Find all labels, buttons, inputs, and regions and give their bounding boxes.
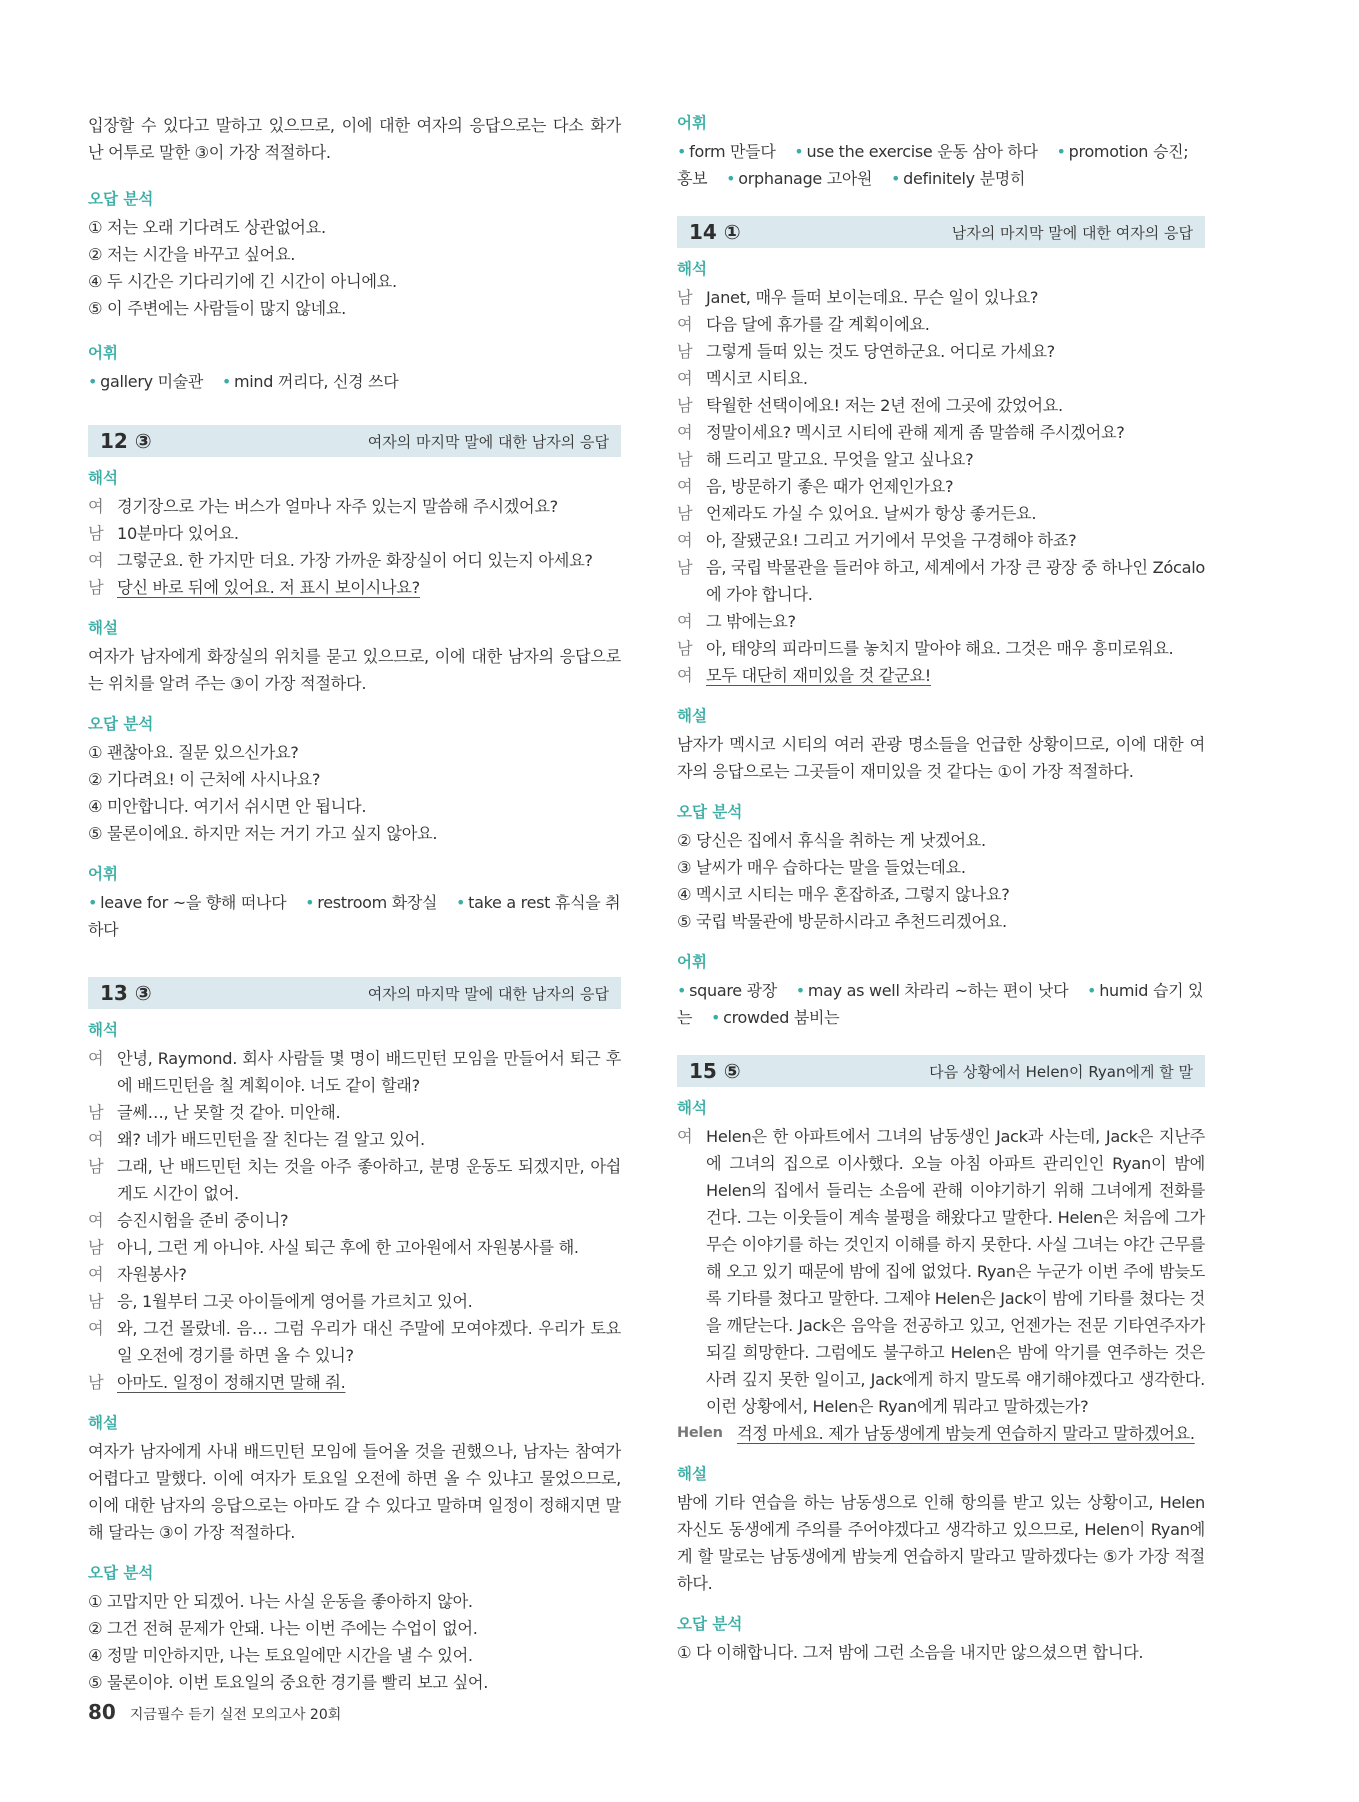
q13-dialogue [88, 1045, 621, 1396]
dialogue-line: 여 모두 대단히 재미있을 것 같군요! [677, 662, 1205, 689]
answer-line: 걱정 마세요. 제가 남동생에게 밤늦게 연습하지 말라고 말하겠어요. [737, 1424, 1195, 1443]
dialogue-line: 남 Janet, 매우 들떠 보이는데요. 무슨 일이 있나요? [677, 288, 1039, 307]
dialogue-line: 여 경기장으로 가는 버스가 얼마나 자주 있는지 말씀해 주시겠어요? [88, 497, 558, 516]
q13-wrong-option: ④ 정말 미안하지만, 나는 토요일에만 시간을 낼 수 있어. [88, 1646, 473, 1665]
dialogue-line: 여 다음 달에 휴가를 갈 계획이에요. [677, 315, 930, 334]
q12-vocab-heading: 어휘 [88, 865, 118, 883]
dialogue-line: 여 그렇군요. 한 가지만 더요. 가장 가까운 화장실이 어디 있는지 아세요? [88, 551, 593, 570]
q14-explanation: 남자가 멕시코 시티의 여러 관광 명소들을 언급한 상황이므로, 이에 대한 여자의 응답으로는 그곳들이 재미있을 것 같다는 ①이 가장 적절하다. [677, 735, 1205, 781]
dialogue-line: 남 음, 국립 박물관을 들러야 하고, 세계에서 가장 큰 광장 중 하나인 Zócalo에 가야 합니다. [677, 558, 1205, 604]
vocab-item: • orphanage 고아원 [726, 169, 873, 188]
q14-dialogue [677, 284, 1205, 689]
q15-task: 다음 상황에서 Helen이 Ryan에게 할 말 [929, 1062, 1193, 1081]
q13-task: 여자의 마지막 말에 대한 남자의 응답 [367, 984, 609, 1003]
q15-explanation: 밤에 기타 연습을 하는 남동생으로 인해 항의를 받고 있는 상황이고, Helen 자신도 동생에게 주의를 주어야겠다고 생각하고 있으므로, Helen이 Ryan에게 할 말로는 남동생에게 밤늦게 연습하지 말라고 말하겠다는 ⑤가 가장 적절하다. [677, 1493, 1205, 1593]
book-title: 지금필수 듣기 실전 모의고사 20회 [129, 1707, 342, 1723]
answer-line: 아마도. 일정이 정해지면 말해 줘. [117, 1373, 346, 1392]
q12-vocab-list [88, 889, 621, 943]
q12-wrong-option: ④ 미안합니다. 여기서 쉬시면 안 됩니다. [88, 797, 367, 816]
dialogue-line: 남 당신 바로 뒤에 있어요. 저 표시 보이시나요? [88, 574, 621, 601]
dialogue-line: 남 응, 1월부터 그곳 아이들에게 영어를 가르치고 있어. [88, 1292, 473, 1311]
q12-wrong-heading: 오답 분석 [88, 715, 154, 733]
dialogue-line: 여 승진시험을 준비 중이니? [88, 1211, 289, 1230]
dialogue-line: 여 그 밖에는요? [677, 612, 796, 631]
q11-wrong-option: ② 저는 시간을 바꾸고 싶어요. [88, 245, 296, 264]
q14-translation-heading: 해석 [677, 260, 707, 278]
q11-vocab-list [88, 368, 621, 395]
vocab-item: • take a rest 휴식을 취하다 [88, 893, 621, 939]
dialogue-line: 남 해 드리고 말고요. 무엇을 알고 싶나요? [677, 450, 974, 469]
right-column [677, 112, 1205, 1666]
dialogue-line: 남 언제라도 가실 수 있어요. 날씨가 항상 좋거든요. [677, 504, 1037, 523]
q13-number: 13 ③ [100, 981, 152, 1005]
q13-header-bar [88, 977, 621, 1009]
vocab-item: • gallery 미술관 [88, 372, 204, 391]
dialogue-line: 여 자원봉사? [88, 1265, 187, 1284]
answer-line: 당신 바로 뒤에 있어요. 저 표시 보이시나요? [117, 578, 420, 597]
q12-header-bar [88, 425, 621, 457]
narration: 여 Helen은 한 아파트에서 그녀의 남동생인 Jack과 사는데, Jack은 지난주에 그녀의 집으로 이사했다. 오늘 아침 아파트 관리인인 Ryan이 밤에 Helen의 집에서 들리는 소음에 관해 이야기하기 위해 그녀에게 전화를 건다. 그는 이웃들이 계속 불평을 해왔다고 말한다. Helen은 처음에 그가 무슨 이야기를 하는 것인지 이해를 하지 못한다. 사실 그녀는 야간 근무를 해 오고 있기 때문에 밤에 집에 없었다. Ryan은 누군가 이번 주에 밤늦도록 기타를 쳤다고 말한다. 그제야 Helen은 Jack이 밤에 기타를 쳤다는 것을 깨닫는다. Jack은 음악을 전공하고 있고, 언젠가는 전문 기타연주자가 되길 희망한다. 그럼에도 불구하고 Helen은 밤에 악기를 연주하는 것은 사려 깊지 못한 일이고, Jack에게 하지 말도록 얘기해야겠다고 생각한다. 이런 상황에서, Helen은 Ryan에게 뭐라고 말하겠는가? [677, 1127, 1205, 1416]
q13-wrong-option: ① 고맙지만 안 되겠어. 나는 사실 운동을 좋아하지 않아. [88, 1592, 473, 1611]
q15-dialogue [677, 1123, 1205, 1447]
dialogue-line: 여 와, 그건 몰랐네. 음… 그럼 우리가 대신 주말에 모여야겠다. 우리가 토요일 오전에 경기를 하면 올 수 있니? [88, 1319, 621, 1365]
q13-wrong-heading: 오답 분석 [88, 1564, 154, 1582]
q14-explanation-heading: 해설 [677, 707, 707, 725]
q14-wrong-option: ⑤ 국립 박물관에 방문하시라고 추천드리겠어요. [677, 912, 1007, 931]
dialogue-line: 남 아니, 그런 게 아니야. 사실 퇴근 후에 한 고아원에서 자원봉사를 해. [88, 1238, 579, 1257]
q12-explanation-heading: 해설 [88, 619, 118, 637]
q14-vocab-list [677, 977, 1205, 1031]
q12-task: 여자의 마지막 말에 대한 남자의 응답 [367, 432, 609, 451]
q12-dialogue [88, 493, 621, 601]
vocab-item: • may as well 차라리 ~하는 편이 낫다 [795, 981, 1069, 1000]
dialogue-line: 남 10분마다 있어요. [88, 524, 239, 543]
dialogue-line: 남 그렇게 들떠 있는 것도 당연하군요. 어디로 가세요? [677, 342, 1055, 361]
q14-task: 남자의 마지막 말에 대한 여자의 응답 [951, 223, 1193, 242]
q11-wrong-heading: 오답 분석 [88, 190, 154, 208]
dialogue-line: 여 음, 방문하기 좋은 때가 언제인가요? [677, 477, 954, 496]
q15-number: 15 ⑤ [689, 1059, 741, 1083]
q13-explanation-heading: 해설 [88, 1414, 118, 1432]
q14-wrong-option: ② 당신은 집에서 휴식을 취하는 게 낫겠어요. [677, 831, 986, 850]
vocab-item: • crowded 붐비는 [710, 1008, 840, 1027]
q14-wrong-option: ④ 멕시코 시티는 매우 혼잡하죠, 그렇지 않나요? [677, 885, 1010, 904]
q15-translation-heading: 해석 [677, 1099, 707, 1117]
q13-explanation: 여자가 남자에게 사내 배드민턴 모임에 들어올 것을 권했으나, 남자는 참여가 어렵다고 말했다. 이에 여자가 토요일 오전에 하면 올 수 있냐고 물었으므로, 이에 대한 남자의 응답으로는 아마도 갈 수 있다고 말하며 일정이 정해지면 말해 달라는 ③이 가장 적절하다. [88, 1442, 621, 1542]
q14-vocab-heading: 어휘 [677, 953, 707, 971]
q13-wrong-option: ⑤ 물론이야. 이번 토요일의 중요한 경기를 빨리 보고 싶어. [88, 1673, 489, 1692]
dialogue-line: 남 글쎄…, 난 못할 것 같아. 미안해. [88, 1103, 341, 1122]
q11-wrong-option: ① 저는 오래 기다려도 상관없어요. [88, 218, 326, 237]
q13-wrong-option: ② 그건 전혀 문제가 안돼. 나는 이번 주에는 수업이 없어. [88, 1619, 478, 1638]
dialogue-line: 여 왜? 네가 배드민턴을 잘 친다는 걸 알고 있어. [88, 1130, 425, 1149]
dialogue-line: 남 그래, 난 배드민턴 치는 것을 아주 좋아하고, 분명 운동도 되겠지만, 아쉽게도 시간이 없어. [88, 1157, 621, 1203]
q15-explanation-heading: 해설 [677, 1465, 707, 1483]
q15-header-bar [677, 1055, 1205, 1087]
vocab-item: • use the exercise 운동 삼아 하다 [794, 142, 1038, 161]
q12-explanation: 여자가 남자에게 화장실의 위치를 묻고 있으므로, 이에 대한 남자의 응답으로는 위치를 알려 주는 ③이 가장 적절하다. [88, 647, 621, 693]
left-column [88, 112, 621, 1696]
q11-vocab-heading: 어휘 [88, 344, 118, 362]
dialogue-line: 남 탁월한 선택이에요! 저는 2년 전에 그곳에 갔었어요. [677, 396, 1063, 415]
dialogue-line: 남 아, 태양의 피라미드를 놓치지 말아야 해요. 그것은 매우 흥미로워요. [677, 639, 1174, 658]
dialogue-line: 여 안녕, Raymond. 회사 사람들 몇 명이 배드민턴 모임을 만들어서 퇴근 후에 배드민턴을 칠 계획이야. 너도 같이 할래? [88, 1049, 621, 1095]
vocab-item: • mind 꺼리다, 신경 쓰다 [221, 372, 399, 391]
q11-wrong-option: ④ 두 시간은 기다리기에 긴 시간이 아니에요. [88, 272, 397, 291]
vocab-item: • square 광장 [677, 981, 777, 1000]
q13-translation-heading: 해석 [88, 1021, 118, 1039]
q13-vocab-list [677, 138, 1205, 192]
q15-wrong-heading: 오답 분석 [677, 1615, 743, 1633]
dialogue-line: 남 아마도. 일정이 정해지면 말해 줘. [88, 1369, 621, 1396]
answer-line: 모두 대단히 재미있을 것 같군요! [706, 666, 931, 685]
q12-number: 12 ③ [100, 429, 152, 453]
vocab-item: • definitely 분명히 [891, 169, 1026, 188]
vocab-item: • form 만들다 [677, 142, 776, 161]
vocab-item: • leave for ~을 향해 떠나다 [88, 893, 287, 912]
dialogue-line: 여 멕시코 시티요. [677, 369, 808, 388]
intro-explanation: 입장할 수 있다고 말하고 있으므로, 이에 대한 여자의 응답으로는 다소 화가 난 어투로 말한 ③이 가장 적절하다. [88, 116, 621, 162]
q15-wrong-option: ① 다 이해합니다. 그저 밤에 그런 소음을 내지만 않으셨으면 합니다. [677, 1643, 1144, 1662]
q14-wrong-heading: 오답 분석 [677, 803, 743, 821]
dialogue-line: 여 아, 잘됐군요! 그리고 거기에서 무엇을 구경해야 하죠? [677, 531, 1077, 550]
q12-wrong-option: ⑤ 물론이에요. 하지만 저는 거기 가고 싶지 않아요. [88, 824, 438, 843]
q12-wrong-option: ① 괜찮아요. 질문 있으신가요? [88, 743, 299, 762]
q11-wrong-option: ⑤ 이 주변에는 사람들이 많지 않네요. [88, 299, 347, 318]
q12-wrong-option: ② 기다려요! 이 근처에 사시나요? [88, 770, 321, 789]
page-footer [88, 1700, 341, 1724]
page-number: 80 [88, 1700, 116, 1724]
dialogue-line: 여 정말이세요? 멕시코 시티에 관해 제게 좀 말씀해 주시겠어요? [677, 423, 1125, 442]
vocab-item: • restroom 화장실 [305, 893, 438, 912]
q14-header-bar [677, 216, 1205, 248]
vocab-item: • promotion 승진; 홍보 [677, 142, 1189, 188]
q13-vocab-heading: 어휘 [677, 114, 707, 132]
vocab-item: • humid 습기 있는 [677, 981, 1204, 1027]
dialogue-line: Helen 걱정 마세요. 제가 남동생에게 밤늦게 연습하지 말라고 말하겠어요. [677, 1420, 1205, 1447]
q14-number: 14 ① [689, 220, 741, 244]
q12-translation-heading: 해석 [88, 469, 118, 487]
q14-wrong-option: ③ 날씨가 매우 습하다는 말을 들었는데요. [677, 858, 966, 877]
